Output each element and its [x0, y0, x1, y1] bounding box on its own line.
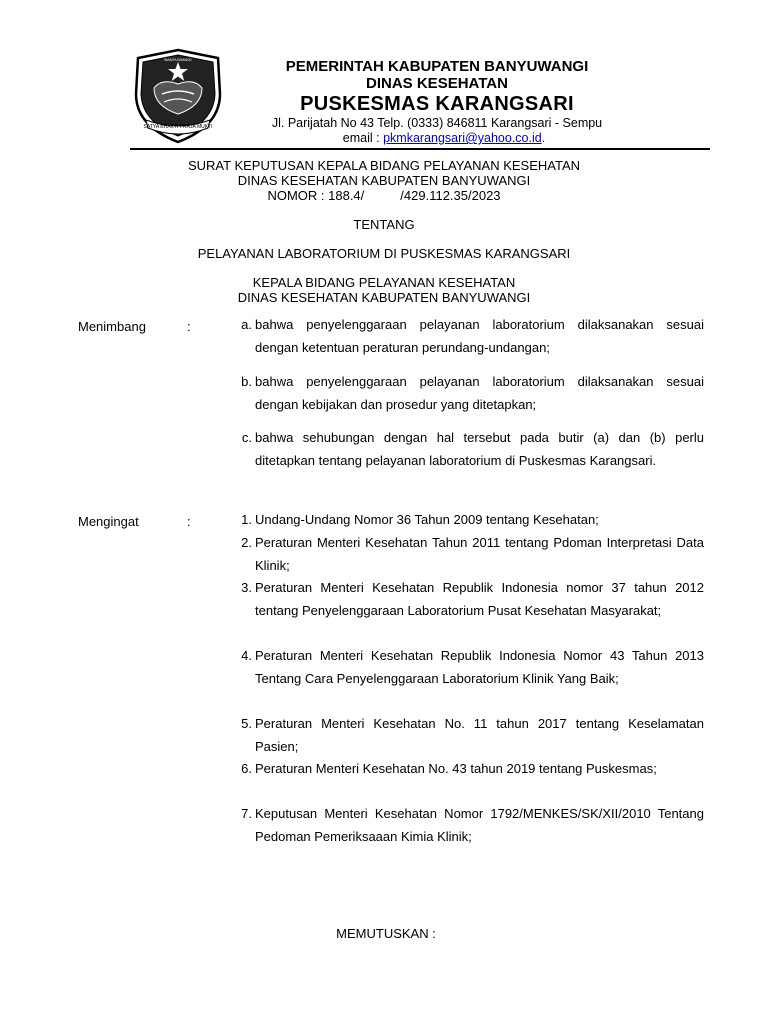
item-marker: 4.	[241, 648, 252, 663]
menimbang-item	[228, 314, 704, 359]
item-text: bahwa penyelenggaraan pelayanan laboratorium dilaksanakan sesuai dengan ketentuan peraturan perundang-undangan;	[255, 317, 704, 355]
item-text: Keputusan Menteri Kesehatan Nomor 1792/MENKES/SK/XII/2010 Tentang Pedoman Pemeriksaaan Kimia Klinik;	[255, 806, 704, 844]
letterhead-divider	[130, 148, 710, 150]
menimbang-item	[228, 371, 704, 416]
menimbang-label: Menimbang	[78, 319, 146, 334]
decree-number-prefix: NOMOR : 188.4/	[267, 188, 365, 203]
tentang-heading: TENTANG	[353, 217, 415, 232]
mengingat-item	[228, 509, 704, 532]
issuer-title-1: KEPALA BIDANG PELAYANAN KESEHATAN	[252, 275, 516, 290]
item-marker: a.	[241, 317, 252, 332]
item-marker: 7.	[241, 806, 252, 821]
email-link[interactable]: pkmkarangsari@yahoo.co.id	[383, 131, 542, 145]
item-marker: c.	[241, 430, 252, 445]
mengingat-item	[228, 803, 704, 848]
memutuskan-heading: MEMUTUSKAN :	[336, 926, 436, 941]
email-label: email :	[342, 131, 384, 145]
item-text: Undang-Undang Nomor 36 Tahun 2009 tentang Kesehatan;	[255, 512, 599, 527]
decree-subject: PELAYANAN LABORATORIUM DI PUSKESMAS KARANGSARI	[197, 246, 571, 261]
seal-top-text: BANYUWANGI	[164, 57, 192, 62]
decree-title-2: DINAS KESEHATAN KABUPATEN BANYUWANGI	[237, 173, 531, 188]
mengingat-colon: :	[187, 514, 191, 529]
item-marker: 5.	[241, 716, 252, 731]
item-text: Peraturan Menteri Kesehatan Tahun 2011 tentang Pdoman Interpretasi Data Klinik;	[255, 535, 704, 573]
letterhead	[232, 58, 642, 146]
decree-title-1: SURAT KEPUTUSAN KEPALA BIDANG PELAYANAN KESEHATAN	[187, 158, 581, 173]
item-text: Peraturan Menteri Kesehatan Republik Indonesia nomor 37 tahun 2012 tentang Penyelenggaraan Laboratorium Pusat Kesehatan Masyarakat;	[255, 580, 704, 618]
decree-number	[0, 188, 768, 203]
letterhead-email-line	[232, 131, 642, 146]
item-text: Peraturan Menteri Kesehatan No. 11 tahun 2017 tentang Keselamatan Pasien;	[255, 716, 704, 754]
decree-number-suffix: /429.112.35/2023	[400, 188, 501, 203]
email-end: .	[541, 131, 546, 145]
issuer-title-2: DINAS KESEHATAN KABUPATEN BANYUWANGI	[237, 290, 531, 305]
mengingat-item	[228, 713, 704, 758]
item-text: bahwa sehubungan dengan hal tersebut pada butir (a) dan (b) perlu ditetapkan tentang pelayanan laboratorium di Puskesmas Karangsari.	[255, 430, 704, 468]
letterhead-institution: PUSKESMAS KARANGSARI	[300, 93, 574, 115]
mengingat-item	[228, 645, 704, 690]
item-marker: b.	[241, 374, 252, 389]
item-marker: 3.	[241, 580, 252, 595]
mengingat-item	[228, 532, 704, 577]
item-text: bahwa penyelenggaraan pelayanan laboratorium dilaksanakan sesuai dengan kebijakan dan prosedur yang ditetapkan;	[255, 374, 704, 412]
letterhead-government: PEMERINTAH KABUPATEN BANYUWANGI	[285, 58, 589, 75]
item-marker: 1.	[241, 512, 252, 527]
item-marker: 6.	[241, 761, 252, 776]
letterhead-address: Jl. Parijatah No 43 Telp. (0333) 846811 Karangsari - Sempu	[271, 116, 603, 130]
banyuwangi-seal-logo	[132, 48, 224, 144]
letterhead-agency: DINAS KESEHATAN	[366, 75, 508, 92]
mengingat-item	[228, 577, 704, 622]
item-text: Peraturan Menteri Kesehatan Republik Indonesia Nomor 43 Tahun 2013 Tentang Cara Penyelenggaraan Laboratorium Klinik Yang Baik;	[255, 648, 704, 686]
item-marker: 2.	[241, 535, 252, 550]
menimbang-item	[228, 427, 704, 472]
mengingat-item	[228, 758, 704, 781]
seal-motto: SATYA BHAKTI PRAJA MUKTI	[143, 124, 213, 130]
item-text: Peraturan Menteri Kesehatan No. 43 tahun 2019 tentang Puskesmas;	[255, 761, 657, 776]
menimbang-colon: :	[187, 319, 191, 334]
mengingat-label: Mengingat	[78, 514, 139, 529]
